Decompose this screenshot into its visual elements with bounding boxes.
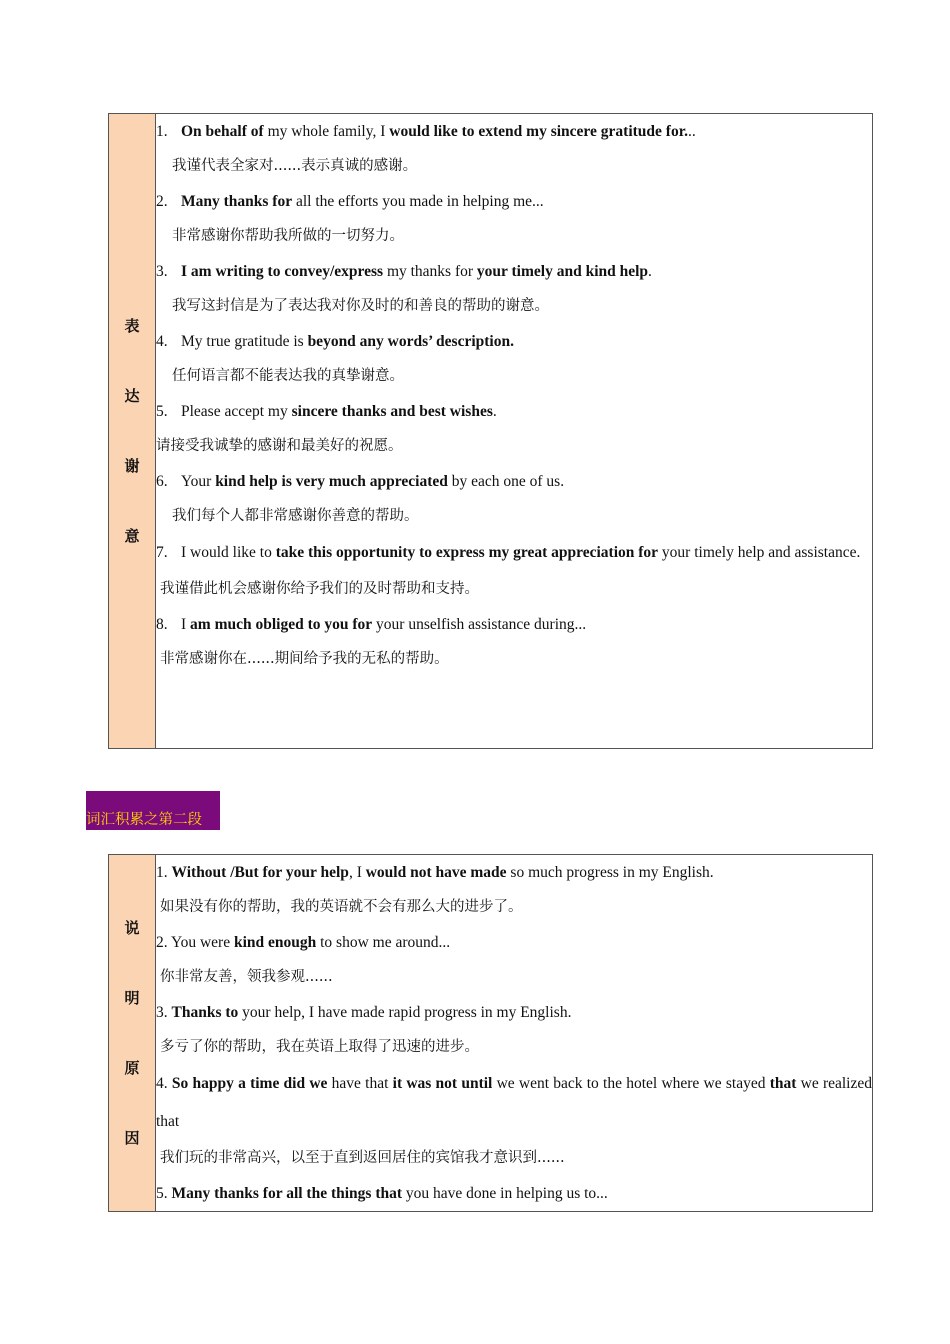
phrase-text: your unselfish assistance during... xyxy=(372,616,587,633)
phrase-chinese: 我们每个人都非常感谢你善意的帮助。 xyxy=(172,508,419,524)
phrase-keyword: Without /But for your help xyxy=(171,864,349,881)
phrase-number: 6. xyxy=(156,473,168,490)
phrase-chinese: 非常感谢你在......期间给予我的无私的帮助。 xyxy=(160,651,449,667)
phrase-keyword: Thanks to xyxy=(171,1004,239,1021)
phrase-chinese: 请接受我诚挚的感谢和最美好的祝愿。 xyxy=(156,438,403,454)
phrase-english xyxy=(156,114,872,149)
side-char: 表 xyxy=(124,317,140,335)
phrase-text: my whole family, I xyxy=(263,123,390,140)
phrase-text: .. xyxy=(688,123,696,140)
phrase-number: 5. xyxy=(156,403,168,420)
phrase-number: 3. xyxy=(156,1004,172,1021)
expressing-thanks-content xyxy=(156,114,873,749)
phrase-keyword: I am writing to convey/express xyxy=(181,263,384,280)
phrase-keyword: that xyxy=(769,1075,797,1092)
phrase-english xyxy=(156,1065,872,1141)
phrase-english xyxy=(156,184,872,219)
phrase-english xyxy=(156,855,872,890)
phrase-text: you have done in helping us to... xyxy=(402,1185,608,1202)
phrase-english xyxy=(156,394,872,429)
phrase-text: Please accept my xyxy=(181,403,292,420)
side-char: 明 xyxy=(124,989,140,1007)
phrase-keyword: take this opportunity to express my great appreciation for xyxy=(275,544,659,561)
side-label-giving-reasons xyxy=(109,855,156,1212)
phrase-text: . xyxy=(648,263,652,280)
phrase-text: by each one of us. xyxy=(447,473,565,490)
phrase-text: we went back to the hotel where we stayed xyxy=(492,1075,770,1092)
phrase-chinese: 我谨借此机会感谢你给予我们的及时帮助和支持。 xyxy=(160,581,479,597)
phrase-text: your timely help and assistance. xyxy=(658,544,861,561)
side-char: 原 xyxy=(124,1059,140,1077)
section-heading: 词汇积累之第二段 xyxy=(86,791,220,830)
side-char: 谢 xyxy=(124,457,140,475)
giving-reasons-content xyxy=(156,855,873,1212)
phrase-number: 5. xyxy=(156,1185,172,1202)
phrase-text: I would like to xyxy=(181,544,276,561)
phrase-number: 8. xyxy=(156,616,168,633)
phrase-english xyxy=(156,607,872,642)
phrase-chinese: 你非常友善，领我参观...... xyxy=(160,969,333,985)
phrase-keyword: Many thanks for xyxy=(181,193,293,210)
phrase-keyword: kind enough xyxy=(233,934,317,951)
phrase-text: we realized that xyxy=(156,1075,872,1130)
phrase-text: my thanks for xyxy=(383,263,477,280)
phrase-number: 3. xyxy=(156,263,168,280)
phrase-keyword: kind help is very much appreciated xyxy=(215,473,448,490)
phrase-english xyxy=(156,254,872,289)
phrase-number: 4. xyxy=(156,1075,172,1092)
phrase-text: Your xyxy=(181,473,216,490)
phrase-text: your help, I have made rapid progress in my English. xyxy=(238,1004,572,1021)
phrase-chinese: 任何语言都不能表达我的真挚谢意。 xyxy=(172,368,404,384)
phrase-text: I xyxy=(181,616,191,633)
phrase-keyword: it was not until xyxy=(392,1075,493,1092)
phrase-number: 7. xyxy=(156,544,168,561)
phrase-keyword: sincere thanks and best wishes xyxy=(291,403,493,420)
phrase-chinese: 我谨代表全家对......表示真诚的感谢。 xyxy=(172,158,418,174)
phrase-keyword: your timely and kind help xyxy=(476,263,649,280)
phrase-number: 2. xyxy=(156,193,168,210)
phrase-keyword: am much obliged to you for xyxy=(190,616,373,633)
phrase-chinese: 我们玩的非常高兴，以至于直到返回居住的宾馆我才意识到...... xyxy=(160,1150,565,1166)
phrase-english xyxy=(156,1176,872,1211)
phrase-chinese: 我写这封信是为了表达我对你及时的和善良的帮助的谢意。 xyxy=(172,298,549,314)
phrase-english xyxy=(156,925,872,960)
phrase-keyword: would not have made xyxy=(365,864,507,881)
phrase-text: , I xyxy=(348,864,366,881)
phrase-keyword: So happy a time did we xyxy=(171,1075,328,1092)
phrase-keyword: Many thanks for all the things that xyxy=(171,1185,403,1202)
phrase-english xyxy=(156,324,872,359)
phrase-number: 4. xyxy=(156,333,168,350)
phrase-number: 1. xyxy=(156,864,172,881)
side-char: 达 xyxy=(124,387,140,405)
expressing-thanks-table xyxy=(108,113,873,749)
side-label-expressing-thanks xyxy=(109,114,156,749)
side-char: 意 xyxy=(124,527,140,545)
side-char: 说 xyxy=(124,919,140,937)
phrase-keyword: beyond any words’ description. xyxy=(307,333,514,350)
phrase-text: so much progress in my English. xyxy=(506,864,714,881)
phrase-text: You were xyxy=(170,934,234,951)
phrase-english xyxy=(156,534,872,572)
phrase-chinese: 如果没有你的帮助，我的英语就不会有那么大的进步了。 xyxy=(160,899,523,915)
side-char: 因 xyxy=(124,1129,140,1147)
giving-reasons-table xyxy=(108,854,873,1212)
phrase-chinese: 非常感谢你帮助我所做的一切努力。 xyxy=(172,228,404,244)
phrase-number: 1. xyxy=(156,123,168,140)
phrase-text: . xyxy=(492,403,497,420)
phrase-keyword: On behalf of xyxy=(181,123,264,140)
phrase-text: to show me around... xyxy=(316,934,451,951)
phrase-chinese: 多亏了你的帮助，我在英语上取得了迅速的进步。 xyxy=(160,1039,479,1055)
phrase-text: have that xyxy=(327,1075,393,1092)
phrase-english xyxy=(156,464,872,499)
phrase-text: all the efforts you made in helping me... xyxy=(292,193,544,210)
phrase-english xyxy=(156,995,872,1030)
phrase-text: My true gratitude is xyxy=(181,333,308,350)
phrase-number: 2. xyxy=(156,934,171,951)
phrase-keyword: would like to extend my sincere gratitude for. xyxy=(389,123,689,140)
